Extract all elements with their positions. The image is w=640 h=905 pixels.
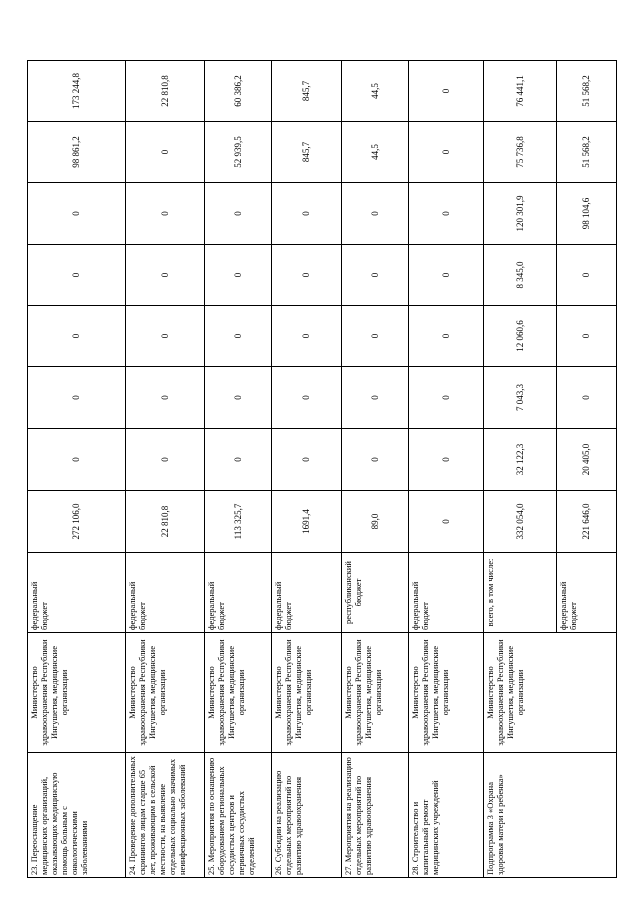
value-cell: 0 [409,122,484,183]
value-cell: 0 [272,367,342,429]
value-cell: 0 [28,245,126,306]
value-cell: 0 [341,306,408,367]
measure-name: 27. Мероприятия на реализацию отдельных мероприятий по развитию здравоохранения [341,753,408,878]
value-cell: 0 [557,367,617,429]
subprogram-total-row [484,61,557,878]
value-cell: 0 [204,183,271,245]
value-cell: 0 [409,61,484,122]
value-cell: 22 810,8 [126,61,204,122]
funding-source: федеральный бюджет [126,553,204,633]
value-cell: 51 568,2 [557,122,617,183]
table-row [272,61,342,878]
value-cell: 0 [272,306,342,367]
table-row [341,61,408,878]
value-cell: 60 386,2 [204,61,271,122]
funding-source: федеральный бюджет [204,553,271,633]
value-cell: 0 [409,183,484,245]
value-cell: 0 [272,429,342,491]
value-cell: 0 [341,367,408,429]
measure-name: 24. Проведение дополнительных скринингов лицам старше 65 лет, проживающим в сельской местности, на выявление отдельных социально значимых неинфекционных заболеваний [126,753,204,878]
value-cell: 44,5 [341,122,408,183]
value-cell: 0 [204,306,271,367]
responsible-executor: Министерство здравоохранения Республики Ингушетия, медицинские организации [204,633,271,753]
funding-source: федеральный бюджет [28,553,126,633]
value-cell: 12 060,6 [484,306,557,367]
value-cell: 0 [557,306,617,367]
value-cell: 0 [341,245,408,306]
measure-name: 23. Переоснащение медицинских организаций, оказывающих медицинскую помощь больным с онкологическими заболеваниями [28,753,126,878]
responsible-executor: Министерство здравоохранения Республики Ингушетия, медицинские организации [484,633,617,753]
value-cell: 20 405,0 [557,429,617,491]
value-cell: 845,7 [272,122,342,183]
table-row [409,61,484,878]
funding-source: всего, в том числе: [484,553,557,633]
value-total: 89,0 [341,491,408,553]
value-total: 221 646,0 [557,491,617,553]
funding-source: федеральный бюджет [409,553,484,633]
value-total: 332 054,0 [484,491,557,553]
value-cell: 0 [28,306,126,367]
value-cell: 0 [341,183,408,245]
value-cell: 0 [409,245,484,306]
value-total: 22 810,8 [126,491,204,553]
value-cell: 7 043,3 [484,367,557,429]
budget-table [27,60,617,878]
value-cell: 75 736,8 [484,122,557,183]
value-cell: 0 [28,429,126,491]
value-cell: 8 345,0 [484,245,557,306]
value-cell: 173 244,8 [28,61,126,122]
value-cell: 0 [126,183,204,245]
table-row [28,61,126,878]
measure-name: 26. Субсидии на реализацию отдельных мероприятий по развитию здравоохранения [272,753,342,878]
value-total: 272 106,0 [28,491,126,553]
value-cell: 0 [126,122,204,183]
responsible-executor: Министерство здравоохранения Республики Ингушетия, медицинские организации [28,633,126,753]
value-cell: 0 [409,367,484,429]
funding-source: федеральный бюджет [272,553,342,633]
measure-name: 28. Строительство и капитальный ремонт медицинских учреждений [409,753,484,878]
funding-source: федеральный бюджет [557,553,617,633]
value-cell: 0 [28,183,126,245]
value-cell: 98 861,2 [28,122,126,183]
value-cell: 32 122,3 [484,429,557,491]
value-cell: 0 [341,429,408,491]
value-cell: 0 [272,183,342,245]
value-cell: 0 [409,429,484,491]
value-cell: 0 [204,367,271,429]
value-cell: 120 301,9 [484,183,557,245]
value-cell: 0 [409,306,484,367]
value-cell: 0 [204,245,271,306]
value-cell: 0 [126,429,204,491]
measure-name: 25. Мероприятия по оснащению оборудованием региональных сосудистых центров и первичных сосудистых отделений [204,753,271,878]
value-cell: 0 [126,367,204,429]
table-row [204,61,271,878]
value-cell: 0 [204,429,271,491]
value-total: 0 [409,491,484,553]
value-cell: 0 [28,367,126,429]
value-cell: 51 568,2 [557,61,617,122]
table-row [126,61,204,878]
rotated-page [27,61,617,878]
value-cell: 845,7 [272,61,342,122]
value-cell: 52 939,5 [204,122,271,183]
value-cell: 0 [126,245,204,306]
value-total: 1691,4 [272,491,342,553]
subprogram-name: Подпрограмма 3 «Охрана здоровья матери и ребенка» [484,753,617,878]
value-cell: 44,5 [341,61,408,122]
responsible-executor: Министерство здравоохранения Республики Ингушетия, медицинские организации [341,633,408,753]
table-body [28,61,617,878]
value-total: 113 325,7 [204,491,271,553]
value-cell: 76 441,1 [484,61,557,122]
value-cell: 98 104,6 [557,183,617,245]
funding-source: республиканский бюджет [341,553,408,633]
value-cell: 0 [126,306,204,367]
value-cell: 0 [557,245,617,306]
responsible-executor: Министерство здравоохранения Республики Ингушетия, медицинские организации [409,633,484,753]
value-cell: 0 [272,245,342,306]
responsible-executor: Министерство здравоохранения Республики Ингушетия, медицинские организации [272,633,342,753]
responsible-executor: Министерство здравоохранения Республики Ингушетия, медицинские организации [126,633,204,753]
